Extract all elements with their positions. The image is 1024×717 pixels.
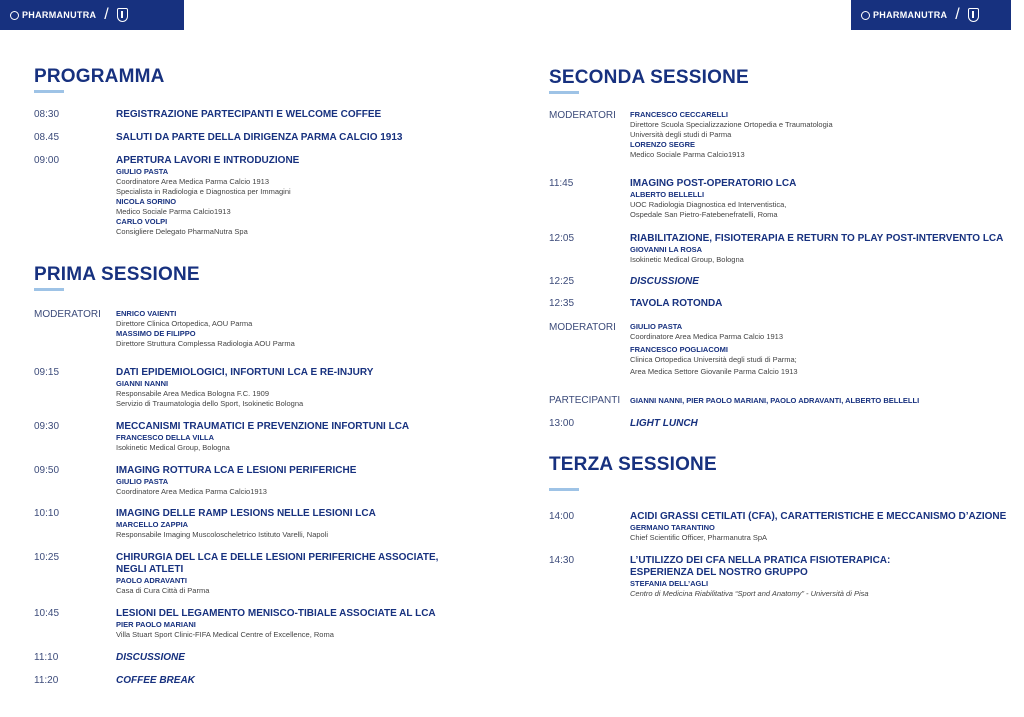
speaker-name: MARCELLO ZAPPIA (116, 520, 189, 529)
speaker-role: Casa di Cura Città di Parma (116, 586, 210, 595)
agenda-time: 09:50 (34, 465, 60, 476)
agenda-title: DISCUSSIONE (116, 652, 185, 663)
participants-label: PARTECIPANTI (549, 395, 621, 406)
agenda-time: 08:30 (34, 109, 60, 120)
speaker-name: PIER PAOLO MARIANI (116, 620, 196, 629)
speaker-name: FRANCESCO POGLIACOMI (630, 345, 728, 354)
agenda-time: 12:25 (549, 276, 575, 287)
speaker-name: STEFANIA DELL’AGLI (630, 579, 709, 588)
agenda-title: LIGHT LUNCH (630, 418, 698, 429)
agenda-title: DATI EPIDEMIOLOGICI, INFORTUNI LCA E RE-INJURY (116, 367, 374, 378)
logo-mark-icon (10, 11, 19, 20)
agenda-title: SALUTI DA PARTE DELLA DIRIGENZA PARMA CALCIO 1913 (116, 132, 403, 143)
speaker-role: Servizio di Traumatologia dello Sport, Isokinetic Bologna (116, 399, 304, 408)
participants-list: GIANNI NANNI, PIER PAOLO MARIANI, PAOLO ADRAVANTI, ALBERTO BELLELLI (630, 396, 920, 405)
agenda-time: 11:20 (34, 675, 59, 686)
speaker-role: Coordinatore Area Medica Parma Calcio1913 (116, 487, 267, 496)
agenda-time: 09:00 (34, 155, 60, 166)
agenda-time: 11:45 (549, 178, 574, 189)
speaker-name: NICOLA SORINO (116, 197, 177, 206)
speaker-name: GIOVANNI LA ROSA (630, 245, 703, 254)
agenda-time: 10:10 (34, 508, 60, 519)
agenda-title: CHIRURGIA DEL LCA E DELLE LESIONI PERIFERICHE ASSOCIATE, (116, 552, 439, 563)
moderators-label: MODERATORI (549, 322, 616, 333)
agenda-time: 10:45 (34, 608, 60, 619)
speaker-role: Direttore Struttura Complessa Radiologia AOU Parma (116, 339, 295, 348)
agenda-title: REGISTRAZIONE PARTECIPANTI E WELCOME COFFEE (116, 109, 382, 120)
section-title-terza-sessione: TERZA SESSIONE (549, 454, 717, 475)
speaker-name: ENRICO VAIENTI (116, 309, 177, 318)
agenda-title: ACIDI GRASSI CETILATI (CFA), CARATTERISTICHE E MECCANISMO D’AZIONE (630, 511, 1007, 522)
agenda-title: LESIONI DEL LEGAMENTO MENISCO-TIBIALE ASSOCIATE AL LCA (116, 608, 436, 619)
speaker-role: Consigliere Delegato PharmaNutra Spa (116, 227, 248, 236)
speaker-name: FRANCESCO CECCARELLI (630, 110, 728, 119)
speaker-role: Clinica Ortopedica Università degli studi di Parma; (630, 355, 797, 364)
speaker-name: FRANCESCO DELLA VILLA (116, 433, 215, 442)
header-brand-right (851, 0, 1011, 30)
section-title-programma: PROGRAMMA (34, 66, 165, 87)
header-brand-left (0, 0, 184, 30)
speaker-role: Centro di Medicina Riabilitativa “Sport and Anatomy” - Università di Pisa (630, 589, 869, 598)
speaker-name: GIULIO PASTA (630, 322, 683, 331)
agenda-title: IMAGING ROTTURA LCA E LESIONI PERIFERICHE (116, 465, 357, 476)
moderators-label: MODERATORI (34, 309, 101, 320)
brand-name: PHARMANUTRA (22, 10, 97, 20)
agenda-time: 14:00 (549, 511, 575, 522)
speaker-name: GIANNI NANNI (116, 379, 169, 388)
agenda-title: MECCANISMI TRAUMATICI E PREVENZIONE INFORTUNI LCA (116, 421, 410, 432)
speaker-role: Responsabile Imaging Muscoloscheletrico Istituto Varelli, Napoli (116, 530, 329, 539)
brand-name: PHARMANUTRA (873, 10, 948, 20)
speaker-role: Coordinatore Area Medica Parma Calcio 1913 (630, 332, 783, 341)
speaker-name: GIULIO PASTA (116, 167, 169, 176)
parma-crest-icon (968, 8, 979, 22)
speaker-name: CARLO VOLPI (116, 217, 168, 226)
speaker-role: Isokinetic Medical Group, Bologna (116, 443, 230, 452)
speaker-role: Direttore Scuola Specializzazione Ortopedia e Traumatologia (630, 120, 833, 129)
speaker-role: Specialista in Radiologia e Diagnostica per Immagini (116, 187, 291, 196)
agenda-time: 12:35 (549, 298, 575, 309)
speaker-role: Chief Scientific Officer, Pharmanutra SpA (630, 533, 768, 542)
agenda-time: 08.45 (34, 132, 60, 143)
speaker-name: ALBERTO BELLELLI (630, 190, 705, 199)
agenda-title: TAVOLA ROTONDA (630, 298, 723, 309)
speaker-name: PAOLO ADRAVANTI (116, 576, 187, 585)
speaker-role: Isokinetic Medical Group, Bologna (630, 255, 744, 264)
parma-crest-icon (117, 8, 128, 22)
speaker-role: Medico Sociale Parma Calcio1913 (630, 150, 745, 159)
section-rule (549, 91, 579, 94)
agenda-title-continued: NEGLI ATLETI (116, 564, 184, 575)
agenda-title: APERTURA LAVORI E INTRODUZIONE (116, 155, 300, 166)
agenda-time: 13:00 (549, 418, 575, 429)
speaker-role: UOC Radiologia Diagnostica ed Interventistica, (630, 200, 787, 209)
section-rule (549, 488, 579, 491)
agenda-time: 09:30 (34, 421, 60, 432)
speaker-role: Università degli studi di Parma (630, 130, 732, 139)
agenda-title: IMAGING POST-OPERATORIO LCA (630, 178, 797, 189)
speaker-name: GERMANO TARANTINO (630, 523, 715, 532)
agenda-title: DISCUSSIONE (630, 276, 699, 287)
speaker-role: Coordinatore Area Medica Parma Calcio 1913 (116, 177, 269, 186)
speaker-role: Direttore Clinica Ortopedica, AOU Parma (116, 319, 253, 328)
pharmanutra-logo (861, 10, 947, 20)
section-rule (34, 288, 64, 291)
agenda-title: IMAGING DELLE RAMP LESIONS NELLE LESIONI LCA (116, 508, 376, 519)
section-title-prima-sessione: PRIMA SESSIONE (34, 264, 200, 285)
agenda-title-continued: ESPERIENZA DEL NOSTRO GRUPPO (630, 567, 808, 578)
section-rule (34, 90, 64, 93)
speaker-role: Area Medica Settore Giovanile Parma Calcio 1913 (630, 367, 798, 376)
agenda-time: 12:05 (549, 233, 575, 244)
brand-separator: / (955, 6, 960, 23)
agenda-title: RIABILITAZIONE, FISIOTERAPIA E RETURN TO PLAY POST-INTERVENTO LCA (630, 233, 1004, 244)
logo-mark-icon (861, 11, 870, 20)
agenda-time: 10:25 (34, 552, 60, 563)
agenda-time: 09:15 (34, 367, 60, 378)
speaker-role: Villa Stuart Sport Clinic-FIFA Medical Centre of Excellence, Roma (116, 630, 334, 639)
speaker-role: Responsabile Area Medica Bologna F.C. 1909 (116, 389, 270, 398)
agenda-title: COFFEE BREAK (116, 675, 195, 686)
agenda-time: 14:30 (549, 555, 575, 566)
pharmanutra-logo (10, 10, 96, 20)
speaker-name: GIULIO PASTA (116, 477, 169, 486)
section-title-seconda-sessione: SECONDA SESSIONE (549, 67, 749, 88)
moderators-label: MODERATORI (549, 110, 616, 121)
speaker-name: LORENZO SEGRE (630, 140, 696, 149)
speaker-role: Medico Sociale Parma Calcio1913 (116, 207, 231, 216)
brand-separator: / (104, 6, 109, 23)
agenda-title: L’UTILIZZO DEI CFA NELLA PRATICA FISIOTERAPICA: (630, 555, 891, 566)
speaker-role: Ospedale San Pietro-Fatebenefratelli, Roma (630, 210, 778, 219)
speaker-name: MASSIMO DE FILIPPO (116, 329, 196, 338)
agenda-time: 11:10 (34, 652, 59, 663)
